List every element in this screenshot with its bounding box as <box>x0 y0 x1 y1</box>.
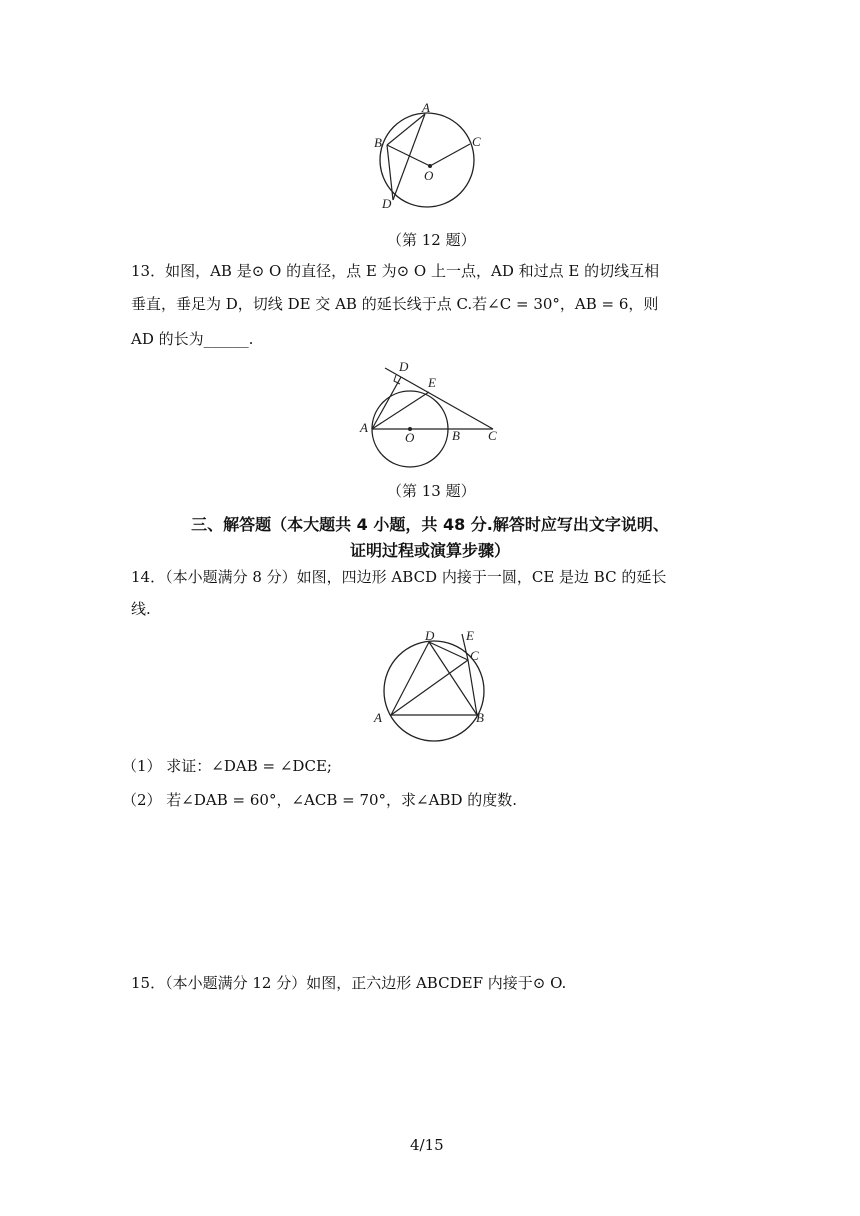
page-number: 4/15 <box>410 1136 444 1154</box>
fig14-diagonal-ac <box>391 660 468 715</box>
figure-12 <box>370 100 490 215</box>
fig13-label-o: O <box>405 430 415 445</box>
fig13-label-c: C <box>488 428 497 443</box>
figure-13 <box>355 358 505 470</box>
fig12-label-a: A <box>422 100 430 115</box>
fig13-caption: （第 13 题） <box>387 482 476 500</box>
section-heading-line1: 三、解答题（本大题共 4 小题，共 48 分.解答时应写出文字说明、 <box>191 515 669 534</box>
figure-14 <box>370 628 500 748</box>
fig13-label-e: E <box>428 375 436 390</box>
fig14-label-c: C <box>470 648 479 663</box>
fig12-label-c: C <box>472 134 481 149</box>
fig12-segment-bd <box>387 145 393 200</box>
q14-part2: （2） 若∠DAB = 60°，∠ACB = 70°，求∠ABD 的度数. <box>122 791 518 809</box>
fig12-label-o: O <box>424 168 434 183</box>
q13-line1: 13．如图，AB 是⊙ O 的直径，点 E 为⊙ O 上一点，AD 和过点 E 的切线互相 <box>131 262 660 280</box>
fig12-caption: （第 12 题） <box>387 231 476 249</box>
q15-line1: 15．（本小题满分 12 分）如图，正六边形 ABCDEF 内接于⊙ O. <box>131 974 567 992</box>
fig13-label-a: A <box>360 420 368 435</box>
fig13-segment-ae <box>372 392 429 429</box>
fig14-label-a: A <box>374 710 382 725</box>
fig12-circle <box>380 113 474 207</box>
fig12-segment-bo <box>387 145 430 166</box>
q14-part1: （1） 求证：∠DAB = ∠DCE; <box>122 757 332 775</box>
fig14-label-e: E <box>466 628 474 643</box>
q14-line2: 线. <box>131 600 151 618</box>
fig14-label-b: B <box>476 710 484 725</box>
q13-line2: 垂直，垂足为 D，切线 DE 交 AB 的延长线于点 C.若∠C = 30°，AB = 6，则 <box>131 295 659 313</box>
fig12-label-b: B <box>374 135 382 150</box>
fig13-segment-ad <box>372 377 401 429</box>
fig14-circle <box>384 641 484 741</box>
q14-line1: 14．（本小题满分 8 分）如图，四边形 ABCD 内接于一圆，CE 是边 BC 的延长 <box>131 568 667 586</box>
fig14-label-d: D <box>425 628 435 643</box>
fig13-label-d: D <box>399 359 409 374</box>
fig13-label-b: B <box>452 428 460 443</box>
section-heading-line2: 证明过程或演算步骤） <box>349 541 510 560</box>
fig12-segment-oc <box>430 144 470 166</box>
fig14-quadrilateral <box>391 642 477 715</box>
q13-line3: AD 的长为______. <box>131 330 254 348</box>
fig12-label-d: D <box>382 196 392 211</box>
